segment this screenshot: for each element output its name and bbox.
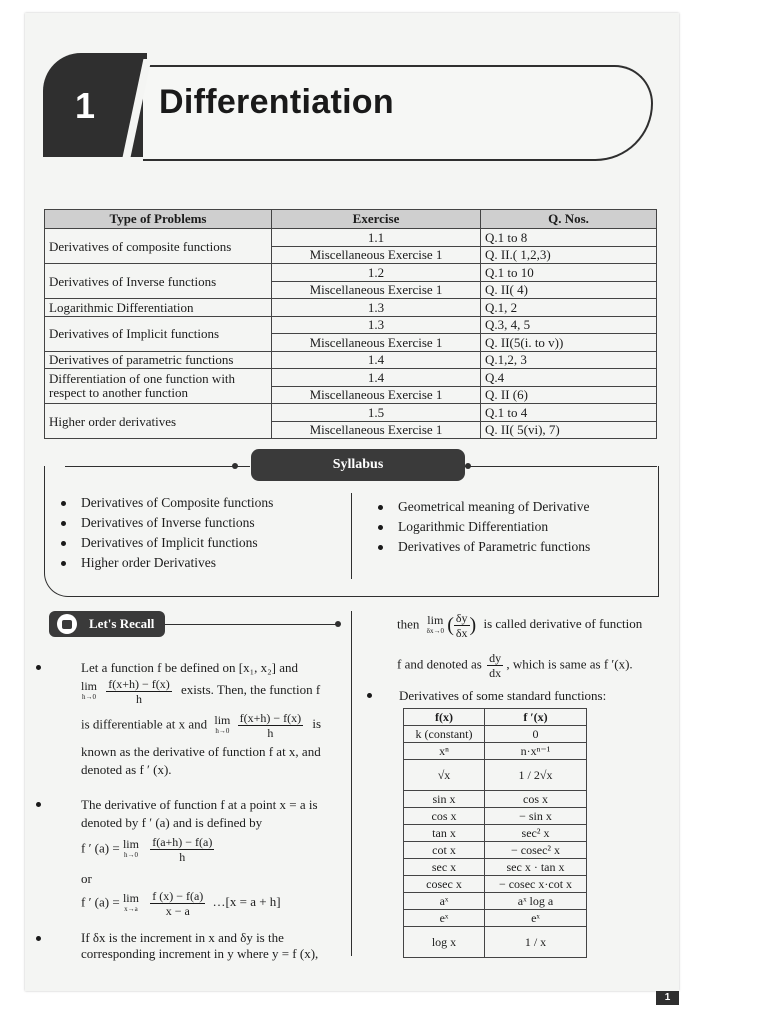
table-header: Q. Nos. — [481, 210, 657, 229]
table-cell: − cosec x·cot x — [485, 876, 587, 893]
list-item: Derivatives of Parametric functions — [372, 537, 590, 557]
recall-formula: f and denoted as $\frac{dy}{dx}$ , which is same as f ′(x). — [397, 651, 633, 680]
table-cell: 1 / 2√x — [485, 760, 587, 791]
chapter-number: 1 — [75, 85, 96, 126]
table-cell: eˣ — [485, 910, 587, 927]
derivatives-table-body — [404, 726, 587, 958]
list-item: Derivatives of Composite functions — [55, 493, 273, 513]
table-row — [404, 760, 587, 791]
recall-text: Let a function f be defined on [x₁, x₂] and — [81, 660, 298, 675]
table-row: Differentiation of one function with respect to another function 1.4 Q.4 — [45, 369, 657, 387]
recall-text: or — [81, 871, 92, 886]
table-cell: cos x — [485, 791, 587, 808]
table-header: Exercise — [272, 210, 481, 229]
table-cell: n·xⁿ⁻¹ — [485, 743, 587, 760]
bullet-dot-icon — [36, 802, 41, 807]
table-row — [404, 726, 587, 743]
divider — [465, 466, 657, 467]
table-row — [404, 808, 587, 825]
recall-text: If δx is the increment in x and δy is the — [81, 930, 284, 945]
syllabus-list-left — [55, 493, 273, 573]
limit: lim x→a — [122, 890, 139, 913]
table-row: Logarithmic Differentiation 1.3 Q.1, 2 — [45, 299, 657, 317]
list-item: Logarithmic Differentiation — [372, 517, 590, 537]
table-cell: √x — [404, 760, 485, 791]
recall-text: denoted as f ′ (x). — [81, 762, 172, 777]
limit: lim h→0 — [122, 836, 139, 859]
table-cell: cosec x — [404, 876, 485, 893]
page-number: 1 — [656, 991, 679, 1005]
table-row: Miscellaneous Exercise 1 Q. II( 4) — [45, 281, 657, 299]
divider — [351, 493, 352, 579]
table-cell: aˣ log a — [485, 893, 587, 910]
table-cell: sec x — [404, 859, 485, 876]
divider — [65, 466, 250, 467]
table-row — [404, 825, 587, 842]
table-row: Derivatives of composite functions 1.1 Q.1 to 8 — [45, 229, 657, 247]
table-row: Miscellaneous Exercise 1 Q. II(5(i. to v)) — [45, 334, 657, 352]
fraction: $\frac{\delta y}{\delta x}$ — [455, 611, 468, 640]
limit: lim h→0 — [214, 712, 231, 735]
syllabus-title: Syllabus — [251, 449, 465, 481]
table-row: Derivatives of Implicit functions 1.3 Q.3, 4, 5 — [45, 316, 657, 334]
table-cell: cos x — [404, 808, 485, 825]
table-row — [404, 743, 587, 760]
table-cell: cot x — [404, 842, 485, 859]
bullet-dot-icon — [232, 463, 238, 469]
bullet-dot-icon — [465, 463, 471, 469]
list-item: Geometrical meaning of Derivative — [372, 497, 590, 517]
bullet-dot-icon — [36, 936, 41, 941]
recall-formula: f ′ (a) = lim h→0 $\frac{f(a+h) - f(a)}{h}$ — [81, 835, 213, 864]
limit: lim h→0 — [81, 678, 98, 701]
table-row — [404, 842, 587, 859]
column-divider — [351, 611, 352, 956]
table-row: Derivatives of Inverse functions 1.2 Q.1 to 10 — [45, 264, 657, 282]
bullet-dot-icon — [367, 693, 372, 698]
table-row — [404, 893, 587, 910]
bullet-dot-icon — [36, 665, 41, 670]
fraction: $\frac{f(x+h) - f(x)}{h}$ — [239, 711, 302, 740]
table-cell: 1 / x — [485, 927, 587, 958]
recall-formula: then lim δx→0 ( $\frac{\delta y}{\delta x}$ ) is called derivative of function — [397, 611, 643, 640]
table-header: f(x) — [404, 709, 485, 726]
table-cell: sec² x — [485, 825, 587, 842]
table-row — [404, 927, 587, 958]
recall-formula: lim h→0 $\frac{f(x+h) - f(x)}{h}$ exists. Then, the function f — [81, 677, 321, 706]
lets-recall-tag: Let's Recall — [49, 611, 165, 637]
list-item: Derivatives of Inverse functions — [55, 513, 273, 533]
table-cell: − cosec² x — [485, 842, 587, 859]
table-row: Higher order derivatives 1.5 Q.1 to 4 — [45, 404, 657, 422]
bullet-dot-icon — [335, 621, 341, 627]
table-cell: eˣ — [404, 910, 485, 927]
table-row: Miscellaneous Exercise 1 Q. II( 5(vi), 7) — [45, 421, 657, 439]
recall-text: The derivative of function f at a point x = a is — [81, 797, 318, 812]
recall-formula: f ′ (a) = lim x→a $\frac{f (x) - f(a)}{x - a}$ …[x = a + h] — [81, 889, 281, 918]
table-cell: xⁿ — [404, 743, 485, 760]
page — [25, 13, 679, 1003]
table-row — [404, 910, 587, 927]
table-cell: sin x — [404, 791, 485, 808]
divider — [165, 624, 337, 625]
table-cell: k (constant) — [404, 726, 485, 743]
recall-text: Derivatives of some standard functions: — [399, 688, 607, 703]
list-item: Derivatives of Implicit functions — [55, 533, 273, 553]
recall-text: known as the derivative of function f at x, and — [81, 744, 321, 759]
table-cell: tan x — [404, 825, 485, 842]
table-cell: sec x · tan x — [485, 859, 587, 876]
table-header: f ′(x) — [485, 709, 587, 726]
recall-text: denoted by f ′ (a) and is defined by — [81, 815, 263, 830]
table-row — [404, 791, 587, 808]
table-cell: log x — [404, 927, 485, 958]
fraction: $\frac{f(a+h) - f(a)}{h}$ — [152, 835, 213, 864]
table-cell: 0 — [485, 726, 587, 743]
limit: lim δx→0 — [426, 612, 444, 635]
table-cell: − sin x — [485, 808, 587, 825]
fraction: $\frac{f (x) - f(a)}{x - a}$ — [152, 889, 204, 918]
table-row — [404, 876, 587, 893]
recall-formula: is differentiable at x and lim h→0 $\frac{f(x+h) - f(x)}{h}$ is — [81, 711, 322, 740]
problems-table — [44, 209, 657, 439]
table-row — [404, 859, 587, 876]
fraction: $\frac{dy}{dx}$ — [489, 651, 502, 680]
lock-icon — [57, 614, 77, 634]
syllabus-list-right — [372, 497, 590, 557]
derivatives-table — [403, 708, 587, 958]
table-header: Type of Problems — [45, 210, 272, 229]
table-row: Derivatives of parametric functions 1.4 Q.1,2, 3 — [45, 351, 657, 369]
table-row: Miscellaneous Exercise 1 Q. II (6) — [45, 386, 657, 404]
table-row: Miscellaneous Exercise 1 Q. II.( 1,2,3) — [45, 246, 657, 264]
recall-text: corresponding increment in y where y = f (x), — [81, 946, 319, 961]
table-cell: aˣ — [404, 893, 485, 910]
fraction: $\frac{f(x+h) - f(x)}{h}$ — [108, 677, 170, 706]
chapter-title: Differentiation — [159, 83, 394, 121]
list-item: Higher order Derivatives — [55, 553, 273, 573]
